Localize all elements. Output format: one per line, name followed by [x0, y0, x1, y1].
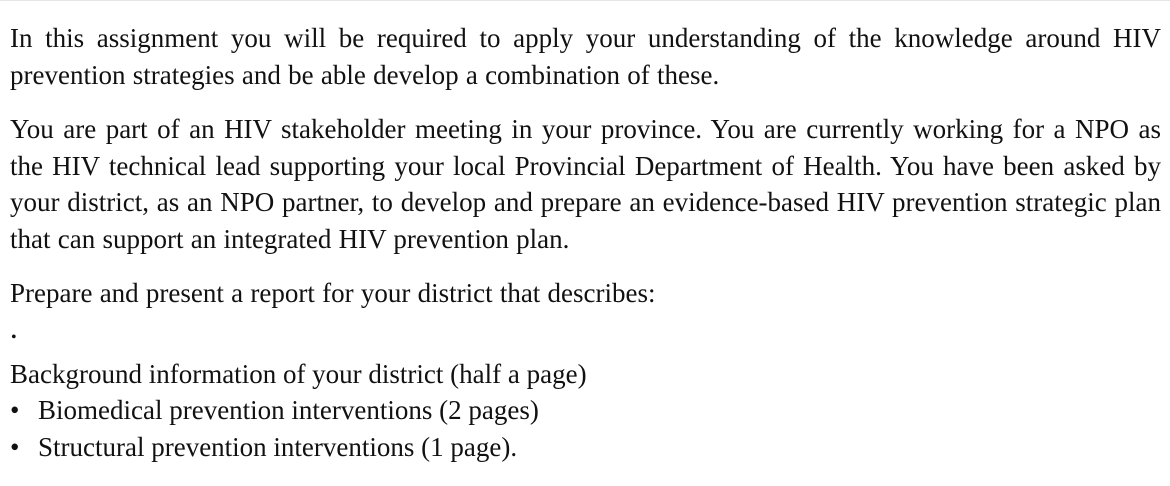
list-item [10, 429, 1161, 466]
top-divider [0, 0, 1170, 1]
report-sections-list [10, 392, 1161, 466]
background-info-item: Background information of your district (half a page) [10, 358, 587, 389]
bullet-icon: • [10, 432, 20, 462]
bullet-icon: • [10, 395, 20, 425]
list-item-text: Structural prevention interventions (1 page). [38, 432, 518, 462]
intro-paragraph: In this assignment you will be required to apply your understanding of the knowledge around HIV prevention strategies and be able develop a combination of these. [10, 23, 1161, 90]
scenario-paragraph: You are part of an HIV stakeholder meeting in your province. You are currently working for a NPO as the HIV technical lead supporting your local Provincial Department of Health. You have been asked by your district, as an NPO partner, to develop and prepare an evidence-based HIV prevention strategic plan that can support an integrated HIV prevention plan. [10, 114, 1161, 254]
list-item [10, 392, 1161, 429]
list-item-text: Biomedical prevention interventions (2 pages) [38, 395, 539, 425]
task-paragraph: Prepare and present a report for your district that describes: [10, 278, 656, 308]
assignment-content [10, 20, 1161, 466]
empty-bullet: • [11, 328, 17, 346]
